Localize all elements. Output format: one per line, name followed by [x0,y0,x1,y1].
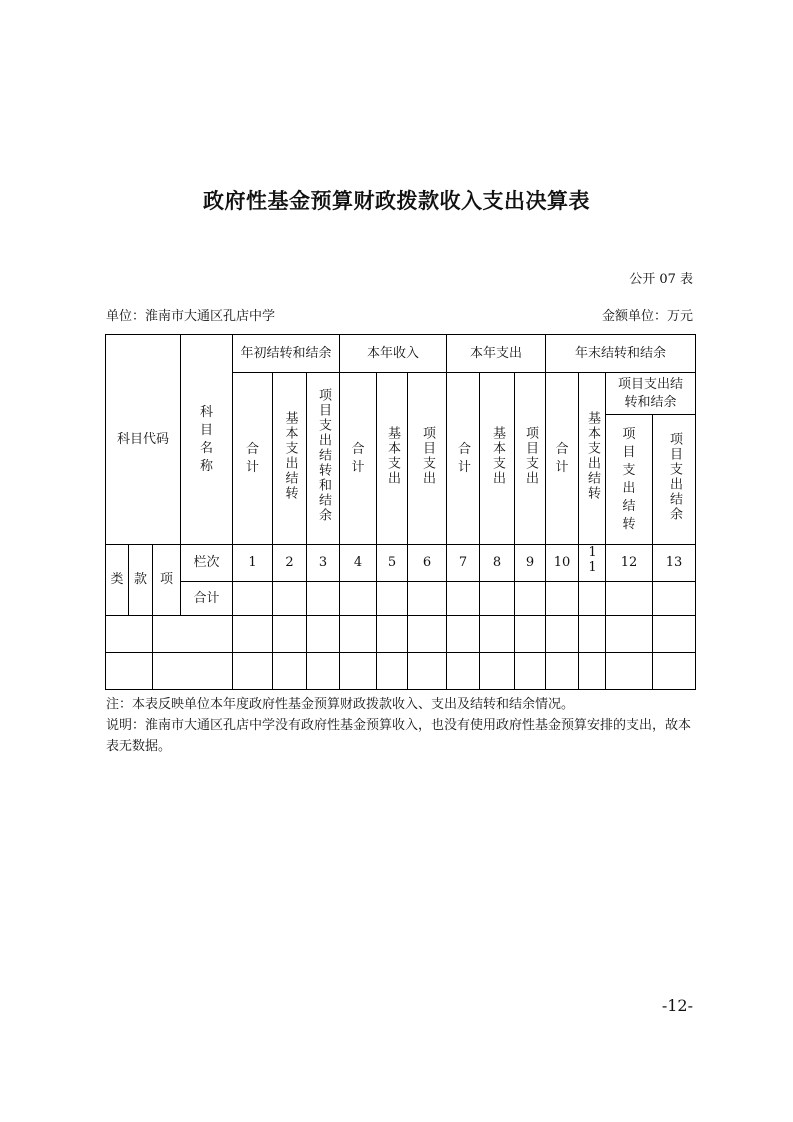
begin-basic-carryover-header: 基本支出结转 [273,373,307,545]
table-note: 注：本表反映单位本年度政府性基金预算财政拨款收入、支出及结转和结余情况。 [106,697,575,712]
income-basic-header: 基本支出 [377,373,408,545]
table-cell [233,582,273,616]
table-cell [408,582,447,616]
table-cell [307,653,340,690]
table-cell [106,616,153,653]
income-total-header: 合计 [340,373,377,545]
table-explanation: 说明：淮南市大通区孔店中学没有政府性基金预算收入，也没有使用政府性基金预算安排的支出，故本表无数据。 [106,718,692,754]
table-cell [606,582,653,616]
current-expense-header: 本年支出 [447,335,546,373]
table-cell [273,582,307,616]
column-number: 11 [579,545,606,582]
table-cell [377,582,408,616]
table-cell [106,653,153,690]
expense-project-header: 项目支出 [515,373,546,545]
table-cell [515,653,546,690]
sum-row-label: 合计 [181,582,233,616]
page-title: 政府性基金预算财政拨款收入支出决算表 [203,189,590,213]
table-cell [340,616,377,653]
amount-unit: 金额单位：万元 [601,309,693,324]
end-project-group-header: 项目支出结转和结余 [606,373,696,415]
table-cell [579,582,606,616]
table-cell [340,653,377,690]
end-carryover-header: 年末结转和结余 [546,335,696,373]
sum-row [106,582,696,616]
item-header: 项 [153,545,181,616]
begin-carryover-header: 年初结转和结余 [233,335,340,373]
category-header: 类 [106,545,129,616]
reporting-unit: 单位：淮南市大通区孔店中学 [106,309,276,324]
notes [106,694,696,757]
table-cell [340,582,377,616]
budget-table [105,334,696,690]
table-cell [447,653,480,690]
column-number: 10 [546,545,579,582]
end-project-carryover-header: 项目支出结转 [606,415,653,545]
column-order-label: 栏次 [181,545,233,582]
table-cell [546,616,579,653]
table-cell [447,582,480,616]
table-row [106,616,696,653]
column-number: 1 [233,545,273,582]
end-project-balance-header: 项目支出结余 [653,415,696,545]
table-cell [447,616,480,653]
table-cell [273,653,307,690]
table-cell [515,616,546,653]
column-number: 13 [653,545,696,582]
column-number: 7 [447,545,480,582]
begin-total-header: 合计 [233,373,273,545]
column-number: 8 [480,545,515,582]
table-cell [377,653,408,690]
table-cell [153,653,233,690]
income-project-header: 项目支出 [408,373,447,545]
table-cell [377,616,408,653]
column-number: 6 [408,545,447,582]
table-cell [307,616,340,653]
table-cell [515,582,546,616]
table-cell [273,616,307,653]
page-number: -12- [661,996,693,1015]
header-row-1 [106,335,696,373]
table-cell [546,582,579,616]
table-cell [480,653,515,690]
current-income-header: 本年收入 [340,335,447,373]
column-number: 3 [307,545,340,582]
table-cell [653,582,696,616]
column-number: 12 [606,545,653,582]
expense-basic-header: 基本支出 [480,373,515,545]
table-row [106,653,696,690]
column-number-row [106,545,696,582]
expense-total-header: 合计 [447,373,480,545]
end-basic-carryover-header: 基本支出结转 [579,373,606,545]
section-header: 款 [129,545,153,616]
form-number: 公开 07 表 [629,272,693,287]
subject-name-header: 科目名称 [181,335,233,545]
table-cell [579,616,606,653]
table-cell [606,616,653,653]
table-cell [653,653,696,690]
table-cell [480,616,515,653]
column-number: 2 [273,545,307,582]
table-cell [408,653,447,690]
begin-project-carryover-header: 项目支出结转和结余 [307,373,340,545]
column-number: 9 [515,545,546,582]
table-cell [579,653,606,690]
table-cell [546,653,579,690]
table-cell [408,616,447,653]
table-cell [480,582,515,616]
column-number: 5 [377,545,408,582]
end-total-header: 合计 [546,373,579,545]
table-cell [653,616,696,653]
table-cell [307,582,340,616]
subject-code-header: 科目代码 [106,335,181,545]
table-cell [233,616,273,653]
table-cell [153,616,233,653]
table-cell [606,653,653,690]
table-cell [233,653,273,690]
column-number: 4 [340,545,377,582]
